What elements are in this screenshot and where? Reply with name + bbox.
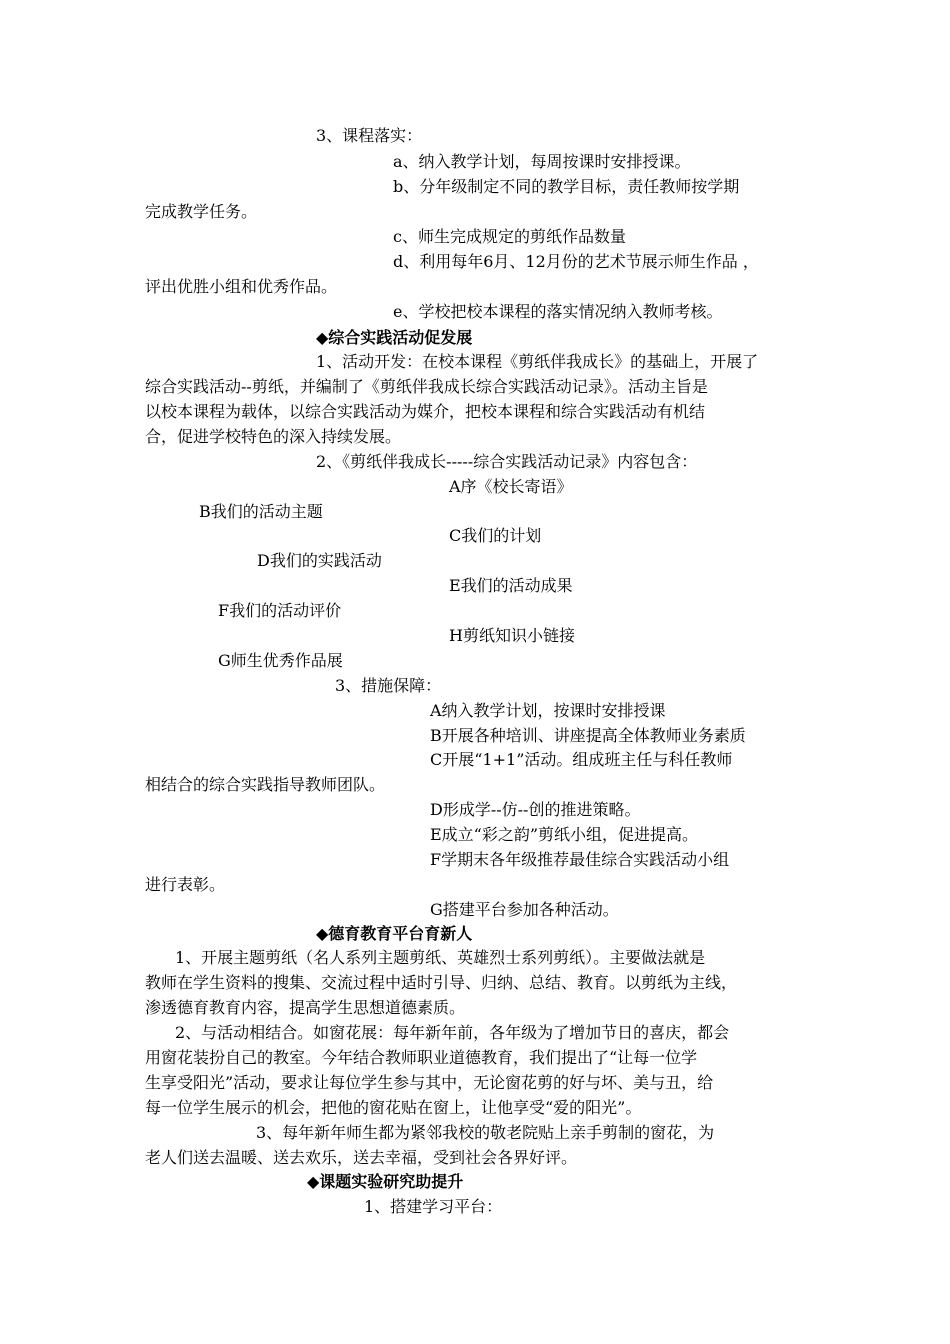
- paragraph-line: 1、活动开发：在校本课程《剪纸伴我成长》的基础上，开展了: [316, 352, 759, 371]
- sub-item-b-cont: 完成教学任务。: [145, 202, 258, 221]
- sub-item-e: e、学校把校本课程的落实情况纳入教师考核。: [393, 302, 723, 321]
- contents-item-a: A序《校长寄语》: [449, 477, 573, 496]
- measure-c-cont: 相结合的综合实践指导教师团队。: [145, 775, 386, 794]
- paragraph-line: 合，促进学校特色的深入持续发展。: [145, 427, 402, 446]
- measure-e: E成立“彩之韵”剪纸小组，促进提高。: [430, 825, 699, 844]
- contents-item-h: H剪纸知识小链接: [449, 626, 575, 645]
- contents-item-g: G师生优秀作品展: [218, 651, 343, 670]
- measure-g: G搭建平台参加各种活动。: [430, 900, 619, 919]
- measure-f: F学期末各年级推荐最佳综合实践活动小组: [430, 850, 730, 869]
- paragraph-line: 老人们送去温暖、送去欢乐，送去幸福，受到社会各界好评。: [145, 1148, 578, 1167]
- sub-item-c: c、师生完成规定的剪纸作品数量: [393, 227, 626, 246]
- contents-item-b: B我们的活动主题: [199, 502, 323, 521]
- sub-item-b: b、分年级制定不同的教学目标，责任教师按学期: [393, 177, 740, 196]
- paragraph-line: 每一位学生展示的机会，把他的窗花贴在窗上，让他享受“爱的阳光”。: [145, 1098, 642, 1117]
- item-3-course-implementation: 3、课程落实：: [316, 126, 423, 145]
- item-1-platform: 1、搭建学习平台：: [364, 1197, 503, 1216]
- measure-c: C开展“1+1”活动。组成班主任与科任教师: [430, 750, 733, 769]
- paragraph-line: 2、《剪纸伴我成长-----综合实践活动记录》内容包含：: [316, 452, 698, 471]
- sub-item-d-cont: 评出优胜小组和优秀作品。: [145, 277, 338, 296]
- section-heading-moral: ◆德育教育平台育新人: [316, 924, 473, 943]
- paragraph-line: 以校本课程为载体，以综合实践活动为媒介，把校本课程和综合实践活动有机结: [145, 402, 706, 421]
- contents-item-e: E我们的活动成果: [449, 576, 573, 595]
- item-3-measures: 3、措施保障：: [335, 676, 442, 695]
- paragraph-line: 3、每年新年师生都为紧邻我校的敬老院贴上亲手剪制的窗花，为: [256, 1123, 715, 1142]
- paragraph-line: 用窗花装扮自己的教室。今年结合教师职业道德教育，我们提出了“让每一位学: [145, 1048, 698, 1067]
- measure-a: A纳入教学计划，按课时安排授课: [430, 701, 666, 720]
- measure-f-cont: 进行表彰。: [145, 875, 226, 894]
- paragraph-line: 教师在学生资料的搜集、交流过程中适时引导、归纳、总结、教育。以剪纸为主线，: [145, 973, 738, 992]
- contents-item-d: D我们的实践活动: [257, 551, 382, 570]
- section-heading-practice: ◆综合实践活动促发展: [316, 328, 473, 347]
- contents-item-c: C我们的计划: [449, 526, 542, 545]
- paragraph-line: 2、与活动相结合。如窗花展：每年新年前，各年级为了增加节日的喜庆，都会: [175, 1023, 730, 1042]
- paragraph-line: 1、开展主题剪纸（名人系列主题剪纸、英雄烈士系列剪纸）。主要做法就是: [175, 948, 706, 967]
- section-heading-research: ◆课题实验研究助提升: [307, 1172, 464, 1191]
- sub-item-a: a、纳入教学计划，每周按课时安排授课。: [393, 152, 691, 171]
- paragraph-line: 渗透德育教育内容，提高学生思想道德素质。: [145, 998, 466, 1017]
- sub-item-d: d、利用每年6月、12月份的艺术节展示师生作品 ，: [393, 252, 759, 271]
- paragraph-line: 综合实践活动--剪纸，并编制了《剪纸伴我成长综合实践活动记录》。活动主旨是: [145, 377, 708, 396]
- contents-item-f: F我们的活动评价: [218, 601, 342, 620]
- paragraph-line: 生享受阳光”活动，要求让每位学生参与其中，无论窗花剪的好与坏、美与丑，给: [145, 1073, 714, 1092]
- measure-d: D形成学--仿--创的推进策略。: [430, 800, 641, 819]
- measure-b: B开展各种培训、讲座提高全体教师业务素质: [430, 726, 746, 745]
